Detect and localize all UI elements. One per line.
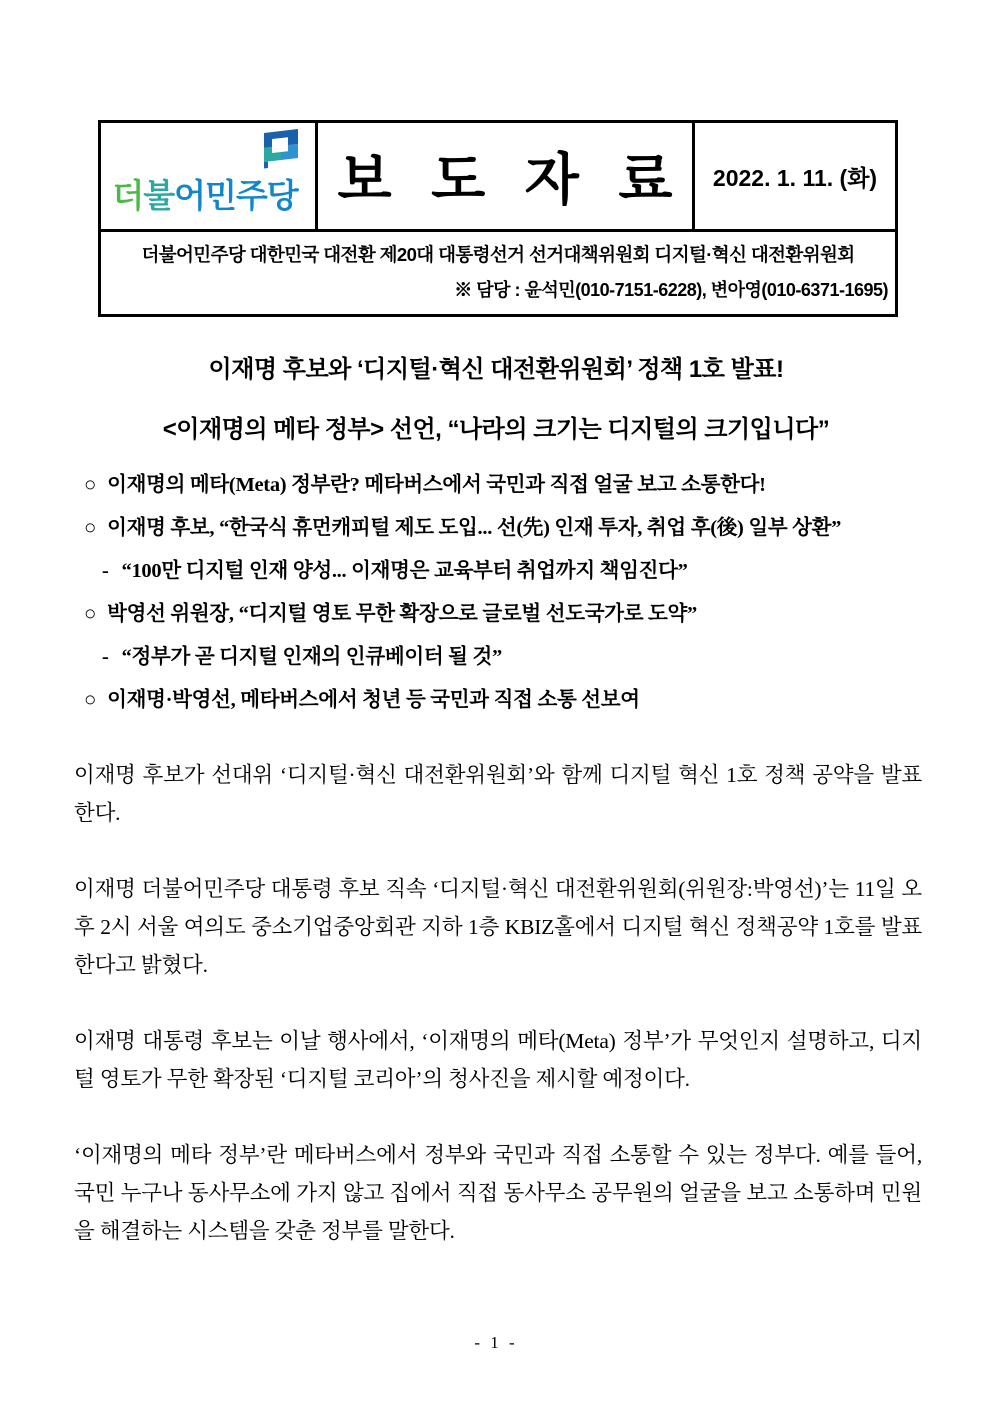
headline-line-2: <이재명의 메타 정부> 선언, “나라의 크기는 디지털의 크기입니다”	[162, 416, 830, 443]
bullet-text: 이재명 후보, “한국식 휴먼캐피털 제도 도입... 선(先) 인재 투자, 취업 후(後) 일부 상환”	[107, 517, 842, 539]
press-release-header-box	[98, 120, 898, 317]
headline	[40, 349, 952, 444]
summary-bullet	[84, 602, 922, 626]
summary-sub-bullet	[84, 559, 922, 583]
bullet-marker: ○	[84, 474, 97, 496]
body-paragraph: 이재명 더불어민주당 대통령 후보 직속 ‘디지털·혁신 대전환위원회(위원장:박영선)’는 11일 오후 2시 서울 여의도 중소기업중앙회관 지하 1층 KBIZ홀에서 디지털 혁신 정책공약 1호를 발표한다고 밝혔다.	[74, 877, 922, 977]
party-logo-text	[101, 170, 309, 217]
page-number: - 1 -	[474, 1333, 518, 1352]
summary-bullet	[84, 516, 922, 540]
press-release-date: 2022. 1. 11. (화)	[712, 164, 878, 191]
bullet-text: 이재명·박영선, 메타버스에서 청년 등 국민과 직접 소통 선보여	[107, 689, 640, 711]
bullet-text: 박영선 위원장, “디지털 영토 무한 확장으로 글로벌 선도국가로 도약”	[107, 603, 697, 625]
press-release-title: 보 도 자 료	[318, 123, 695, 229]
headline-line-1: 이재명 후보와 ‘디지털·혁신 대전환위원회’ 정책 1호 발표!	[208, 356, 784, 383]
bullet-marker: ○	[84, 603, 97, 625]
header-top-row	[101, 123, 895, 232]
bullet-marker: -	[102, 560, 109, 582]
body-paragraph: ‘이재명의 메타 정부’란 메타버스에서 정부와 국민과 직접 소통할 수 있는 정부다. 예를 들어, 국민 누구나 동사무소에 가지 않고 집에서 직접 동사무소 공무원의 얼굴을 보고 소통하며 민원을 해결하는 시스템을 갖춘 정부를 말한다.	[74, 1143, 922, 1243]
party-flag-icon	[257, 129, 299, 174]
party-logo-text-part: 더	[112, 177, 144, 214]
bullet-marker: ○	[84, 517, 97, 539]
bullet-text: “정부가 곧 디지털 인재의 인큐베이터 될 것”	[121, 646, 502, 668]
body-copy	[74, 756, 922, 1250]
bullet-marker: ○	[84, 689, 97, 711]
bullet-text: 이재명의 메타(Meta) 정부란? 메타버스에서 국민과 직접 얼굴 보고 소통한다!	[107, 474, 766, 496]
header-bottom-row	[101, 232, 895, 314]
summary-bullet	[84, 473, 922, 497]
bullet-marker: -	[102, 646, 109, 668]
committee-name: 더불어민주당 대한민국 대전환 제20대 대통령선거 선거대책위원회 디지털·혁신 대전환위원회	[141, 244, 855, 265]
party-logo-text-part: 어민주당	[174, 177, 298, 214]
party-logo-cell	[101, 123, 318, 229]
body-paragraph: 이재명 후보가 선대위 ‘디지털·혁신 대전환위원회’와 함께 디지털 혁신 1호 정책 공약을 발표한다.	[74, 763, 922, 825]
bullet-text: “100만 디지털 인재 양성... 이재명은 교육부터 취업까지 책임진다”	[121, 560, 688, 582]
body-paragraph: 이재명 대통령 후보는 이날 행사에서, ‘이재명의 메타(Meta) 정부’가 무엇인지 설명하고, 디지털 영토가 무한 확장된 ‘디지털 코리아’의 청사진을 제시할 예정이다.	[74, 1029, 922, 1091]
summary-bullet-list	[84, 473, 922, 731]
summary-sub-bullet	[84, 645, 922, 669]
party-logo-text-part: 불	[143, 177, 175, 214]
summary-bullet	[84, 688, 922, 712]
contact-info: ※ 담당 : 윤석민(010-7151-6228), 변아영(010-6371-1695)	[454, 280, 888, 300]
